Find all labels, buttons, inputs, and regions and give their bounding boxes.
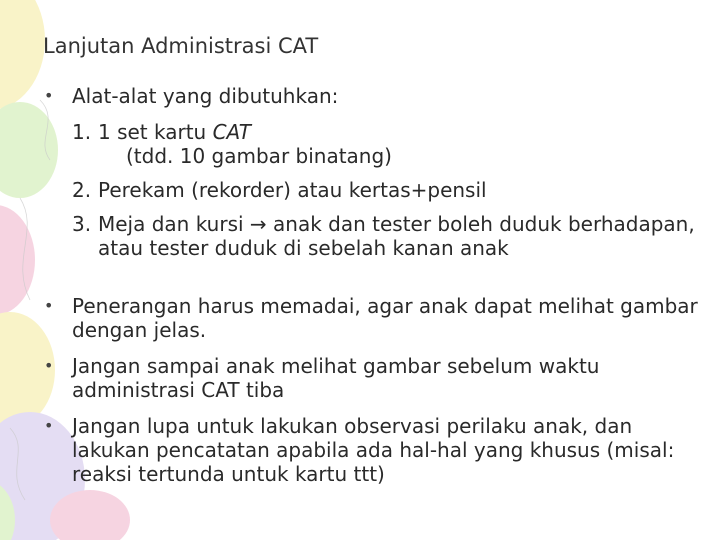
balloon-shape — [0, 0, 45, 110]
bullet-timing — [44, 354, 712, 402]
balloon-shape — [0, 205, 35, 315]
bullet-tools — [44, 84, 720, 108]
bullet-text: Alat-alat yang dibutuhkan: — [72, 84, 339, 108]
item-number: 1. — [72, 120, 92, 144]
slide-title: Lanjutan Administrasi CAT — [43, 34, 319, 58]
balloon-shape — [0, 102, 58, 198]
item-text-cont: (tdd. 10 gambar binatang) — [126, 144, 392, 168]
numbered-item-2 — [72, 178, 708, 202]
item-text: 1 set kartu — [98, 120, 213, 144]
item-number: 3. — [72, 212, 92, 236]
item-number: 2. — [72, 178, 92, 202]
numbered-item-3 — [72, 212, 708, 260]
item-emphasis: CAT — [212, 120, 252, 144]
bullet-observation — [44, 414, 712, 486]
item-text: Perekam (rekorder) atau kertas+pensil — [98, 178, 487, 202]
bullet-text: Jangan lupa untuk lakukan observasi perilaku anak, dan lakukan pencatatan apabila ada hal-hal yang khusus (misal: reaksi tertunda untuk kartu ttt) — [72, 414, 675, 486]
bullet-lighting — [44, 294, 712, 342]
item-text: Meja dan kursi → anak dan tester boleh duduk berhadapan, atau tester duduk di sebelah kanan anak — [98, 212, 695, 260]
bullet-text: Jangan sampai anak melihat gambar sebelum waktu administrasi CAT tiba — [72, 354, 600, 402]
bullet-text: Penerangan harus memadai, agar anak dapat melihat gambar dengan jelas. — [72, 294, 698, 342]
numbered-item-1 — [72, 120, 708, 168]
